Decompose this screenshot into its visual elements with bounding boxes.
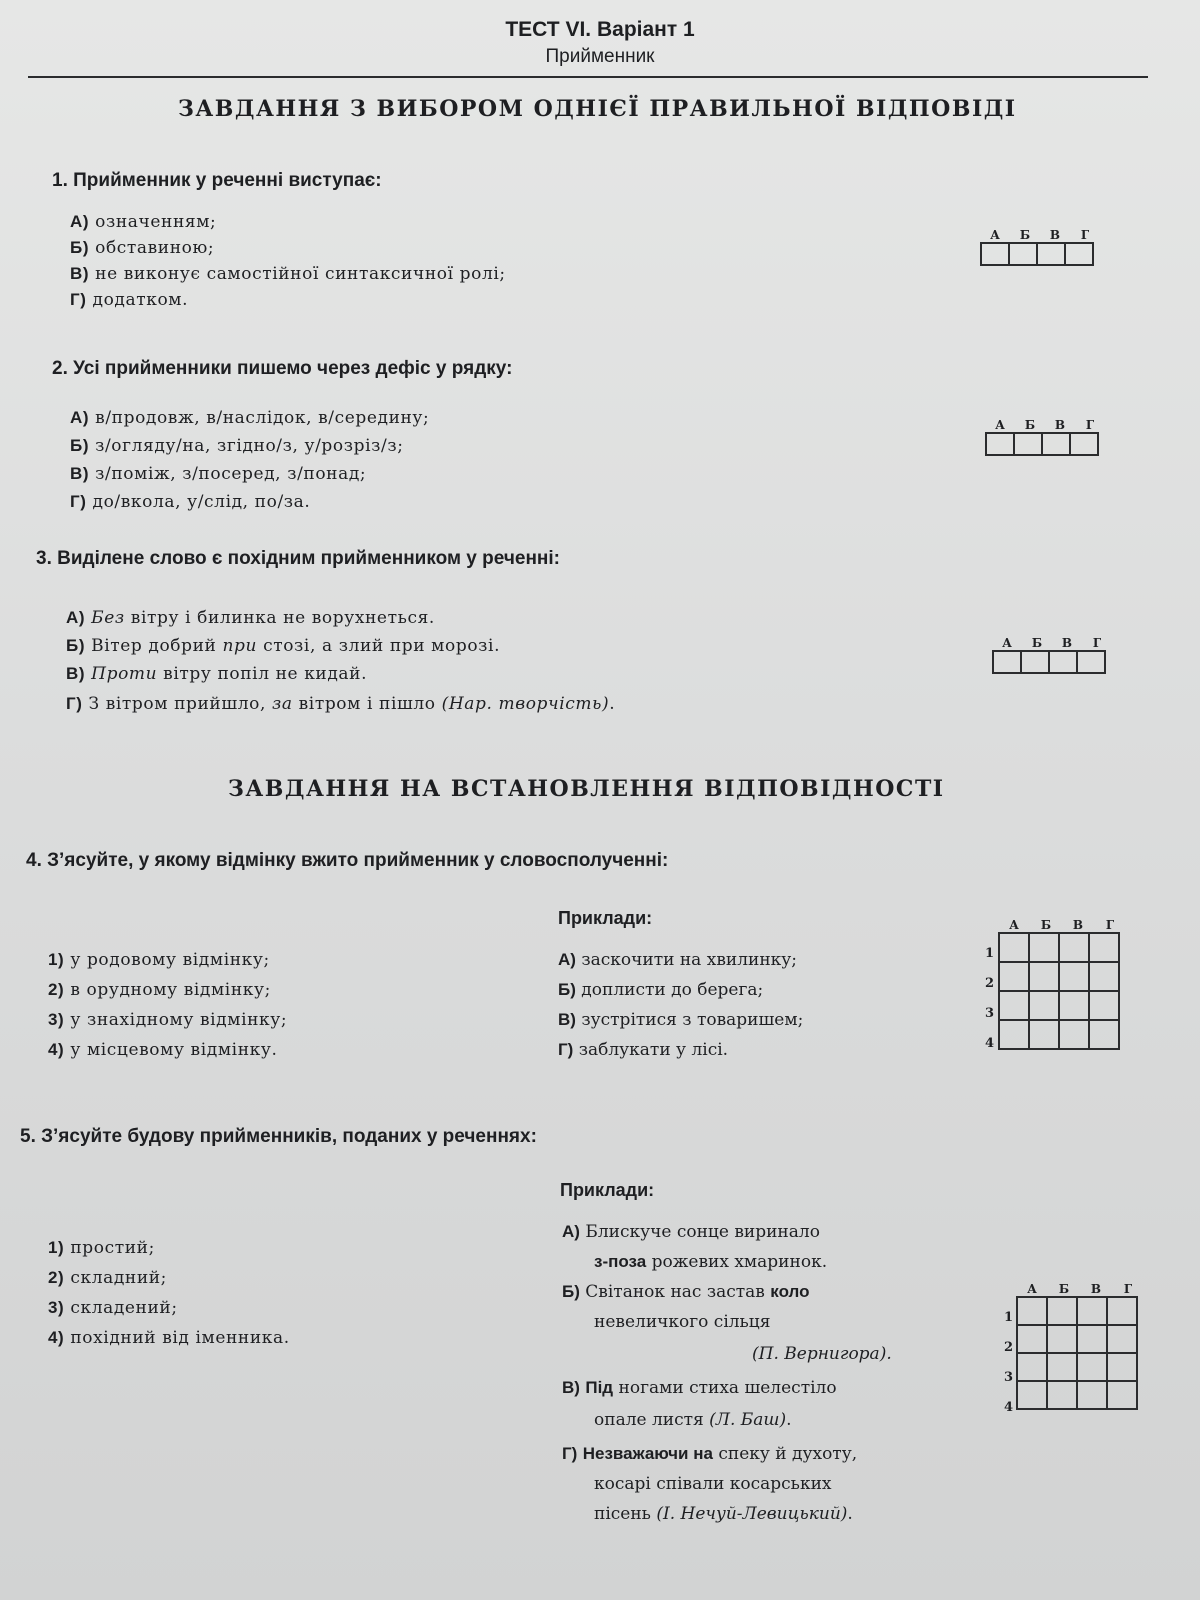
q3-option-a: А) Без вітру і билинка не ворухнеться. bbox=[66, 608, 435, 628]
grid-row-4: 4 bbox=[985, 1036, 995, 1051]
answer-cell[interactable] bbox=[1017, 1297, 1047, 1325]
grid-letter-c: В bbox=[1090, 1282, 1102, 1296]
answer-cell[interactable] bbox=[1047, 1297, 1077, 1325]
answer-cell[interactable] bbox=[1077, 1325, 1107, 1353]
q5-example-c-line1: В) Під ногами стиха шелестіло bbox=[562, 1378, 837, 1398]
q4-example-b: Б) доплисти до берега; bbox=[558, 980, 764, 1000]
grid-letter-c: В bbox=[1072, 918, 1084, 932]
answer-cell[interactable] bbox=[1089, 933, 1119, 962]
answer-cell[interactable] bbox=[1070, 433, 1098, 455]
q4-example-a: А) заскочити на хвилинку; bbox=[558, 950, 798, 970]
grid-letter-d: Г bbox=[1085, 418, 1095, 432]
answer-cell[interactable] bbox=[1107, 1297, 1137, 1325]
grid-letter-c: В bbox=[1061, 636, 1073, 650]
q5-item-4: 4) похідний від іменника. bbox=[48, 1328, 290, 1348]
q3-option-c: В) Проти вітру попіл не кидай. bbox=[66, 664, 368, 684]
grid-letter-c: В bbox=[1054, 418, 1066, 432]
answer-cell[interactable] bbox=[1059, 991, 1089, 1020]
q4-item-4: 4) у місцевому відмінку. bbox=[48, 1040, 278, 1060]
q4-example-c: В) зустрітися з товаришем; bbox=[558, 1010, 804, 1030]
q1-option-a: А) означенням; bbox=[70, 212, 217, 232]
grid-row-3: 3 bbox=[985, 1006, 995, 1021]
question-1: 1. Прийменник у реченні виступає: bbox=[52, 170, 382, 191]
answer-cell[interactable] bbox=[1017, 1353, 1047, 1381]
answer-cell[interactable] bbox=[1065, 243, 1093, 265]
answer-cell[interactable] bbox=[999, 933, 1029, 962]
q5-example-d-line3: пісень (І. Нечуй-Левицький). bbox=[594, 1504, 853, 1524]
q4-example-d: Г) заблукати у лісі. bbox=[558, 1040, 729, 1060]
answer-cell[interactable] bbox=[1089, 991, 1119, 1020]
q3-answer-grid bbox=[992, 636, 1112, 674]
q5-item-3: 3) складений; bbox=[48, 1298, 178, 1318]
answer-cell[interactable] bbox=[1049, 651, 1077, 673]
answer-cell[interactable] bbox=[1107, 1353, 1137, 1381]
grid-letter-d: Г bbox=[1092, 636, 1102, 650]
q1-answer-grid bbox=[980, 228, 1100, 266]
q1-option-d: Г) додатком. bbox=[70, 290, 189, 310]
answer-cell[interactable] bbox=[1077, 1353, 1107, 1381]
answer-cell[interactable] bbox=[999, 991, 1029, 1020]
answer-cell[interactable] bbox=[1029, 991, 1059, 1020]
q1-option-b: Б) обставиною; bbox=[70, 238, 215, 258]
grid-letter-b: Б bbox=[1031, 636, 1043, 650]
answer-cell[interactable] bbox=[1089, 1020, 1119, 1049]
q3-option-d: Г) З вітром прийшло, за вітром і пішло (Нар. творчість). bbox=[66, 694, 616, 714]
answer-cell[interactable] bbox=[1029, 1020, 1059, 1049]
q3-option-b: Б) Вітер добрий при стозі, а злий при морозі. bbox=[66, 636, 501, 656]
q5-example-d-line2: косарі співали косарських bbox=[594, 1474, 832, 1494]
q2-option-d: Г) до/вкола, у/слід, по/за. bbox=[70, 492, 311, 512]
q5-item-1: 1) простий; bbox=[48, 1238, 155, 1258]
q5-example-a-line2: з-поза рожевих хмаринок. bbox=[594, 1252, 828, 1272]
q1-option-c: В) не виконує самостійної синтаксичної ролі; bbox=[70, 264, 506, 284]
question-5: 5. З’ясуйте будову прийменників, поданих у реченнях: bbox=[20, 1126, 537, 1147]
answer-cell[interactable] bbox=[986, 433, 1014, 455]
answer-cell[interactable] bbox=[1021, 651, 1049, 673]
grid-letter-c: В bbox=[1049, 228, 1061, 242]
question-4: 4. З’ясуйте, у якому відмінку вжито прийменник у словосполученні: bbox=[26, 850, 669, 871]
answer-cell[interactable] bbox=[1037, 243, 1065, 265]
grid-letter-a: А bbox=[1002, 636, 1012, 650]
answer-cell[interactable] bbox=[1059, 1020, 1089, 1049]
page-subtitle: Прийменник bbox=[545, 46, 655, 67]
q4-answer-grid bbox=[998, 918, 1126, 1050]
q4-item-1: 1) у родовому відмінку; bbox=[48, 950, 270, 970]
answer-cell[interactable] bbox=[1077, 651, 1105, 673]
grid-letter-b: Б bbox=[1024, 418, 1036, 432]
q5-answer-grid bbox=[1016, 1282, 1144, 1410]
answer-cell[interactable] bbox=[1107, 1325, 1137, 1353]
question-3: 3. Виділене слово є похідним прийменником у реченні: bbox=[36, 548, 561, 569]
answer-cell[interactable] bbox=[1077, 1381, 1107, 1409]
grid-letter-a: А bbox=[1009, 918, 1019, 932]
q4-item-2: 2) в орудному відмінку; bbox=[48, 980, 271, 1000]
grid-letter-b: Б bbox=[1019, 228, 1031, 242]
answer-cell[interactable] bbox=[1029, 933, 1059, 962]
grid-letter-d: Г bbox=[1105, 918, 1115, 932]
answer-cell[interactable] bbox=[1077, 1297, 1107, 1325]
q5-example-b-source: (П. Вернигора). bbox=[752, 1344, 892, 1364]
q5-examples-label: Приклади: bbox=[560, 1180, 655, 1200]
grid-row-4: 4 bbox=[1004, 1400, 1014, 1415]
grid-row-2: 2 bbox=[985, 976, 995, 991]
q5-example-d-line1: Г) Незважаючи на спеку й духоту, bbox=[562, 1444, 858, 1464]
answer-cell[interactable] bbox=[1014, 433, 1042, 455]
q2-option-a: А) в/продовж, в/наслідок, в/середину; bbox=[70, 408, 430, 428]
section-title-matching: ЗАВДАННЯ НА ВСТАНОВЛЕННЯ ВІДПОВІДНОСТІ bbox=[228, 776, 945, 802]
q4-item-3: 3) у знахідному відмінку; bbox=[48, 1010, 288, 1030]
grid-letter-a: А bbox=[995, 418, 1005, 432]
q5-item-2: 2) складний; bbox=[48, 1268, 168, 1288]
answer-cell[interactable] bbox=[1042, 433, 1070, 455]
answer-cell[interactable] bbox=[981, 243, 1009, 265]
answer-cell[interactable] bbox=[999, 962, 1029, 991]
answer-cell[interactable] bbox=[999, 1020, 1029, 1049]
page-title: ТЕСТ VI. Варіант 1 bbox=[505, 18, 695, 41]
answer-cell[interactable] bbox=[1047, 1353, 1077, 1381]
grid-row-3: 3 bbox=[1004, 1370, 1014, 1385]
q2-option-c: В) з/поміж, з/посеред, з/понад; bbox=[70, 464, 367, 484]
section-title-single-choice: ЗАВДАННЯ З ВИБОРОМ ОДНІЄЇ ПРАВИЛЬНОЇ ВІДПОВІДІ bbox=[178, 96, 1017, 122]
answer-cell[interactable] bbox=[993, 651, 1021, 673]
answer-cell[interactable] bbox=[1059, 933, 1089, 962]
answer-cell[interactable] bbox=[1107, 1381, 1137, 1409]
q2-option-b: Б) з/огляду/на, згідно/з, у/розріз/з; bbox=[70, 436, 404, 456]
q5-example-c-line2: опале листя (Л. Баш). bbox=[594, 1410, 792, 1430]
grid-letter-d: Г bbox=[1123, 1282, 1133, 1296]
q5-example-b-line2: невеличкого сільця bbox=[594, 1312, 771, 1332]
grid-row-2: 2 bbox=[1004, 1340, 1014, 1355]
grid-letter-a: А bbox=[990, 228, 1000, 242]
grid-letter-b: Б bbox=[1058, 1282, 1070, 1296]
q5-example-a-line1: А) Блискуче сонце виринало bbox=[562, 1222, 820, 1242]
question-2: 2. Усі прийменники пишемо через дефіс у рядку: bbox=[52, 358, 513, 379]
q5-example-b-line1: Б) Світанок нас застав коло bbox=[562, 1282, 810, 1302]
answer-cell[interactable] bbox=[1059, 962, 1089, 991]
grid-letter-a: А bbox=[1027, 1282, 1037, 1296]
q2-answer-grid bbox=[985, 418, 1105, 456]
answer-cell[interactable] bbox=[1017, 1325, 1047, 1353]
q4-examples-label: Приклади: bbox=[558, 908, 653, 928]
grid-letter-b: Б bbox=[1040, 918, 1052, 932]
answer-cell[interactable] bbox=[1029, 962, 1059, 991]
answer-cell[interactable] bbox=[1089, 962, 1119, 991]
grid-letter-d: Г bbox=[1080, 228, 1090, 242]
answer-cell[interactable] bbox=[1017, 1381, 1047, 1409]
answer-cell[interactable] bbox=[1047, 1325, 1077, 1353]
answer-cell[interactable] bbox=[1009, 243, 1037, 265]
answer-cell[interactable] bbox=[1047, 1381, 1077, 1409]
grid-row-1: 1 bbox=[985, 946, 995, 961]
grid-row-1: 1 bbox=[1004, 1310, 1014, 1325]
header-divider bbox=[28, 76, 1148, 78]
